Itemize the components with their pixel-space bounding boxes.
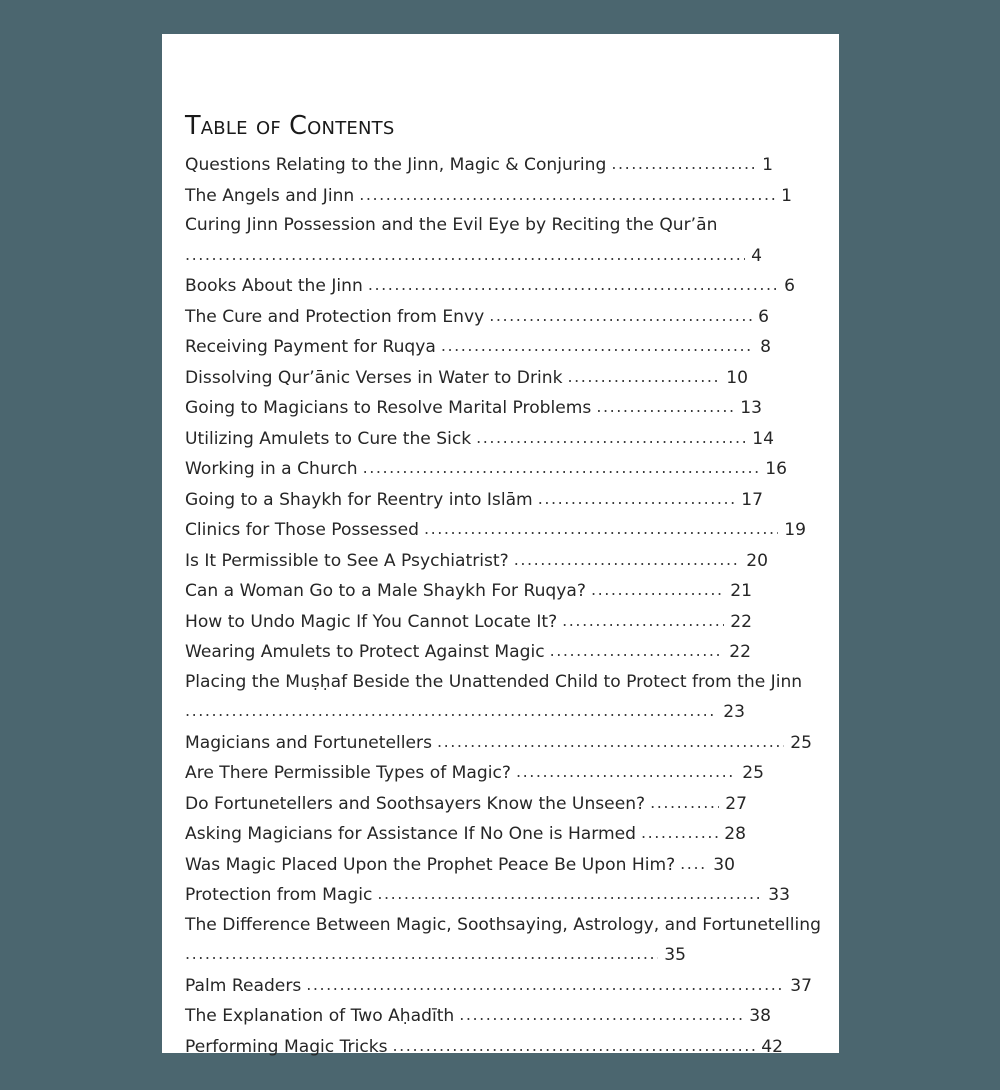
toc-dot-leader [538, 484, 736, 514]
toc-dot-leader [611, 149, 756, 179]
toc-page-number: 13 [740, 398, 762, 419]
toc-entry[interactable] [185, 789, 817, 820]
toc-dot-leader [567, 362, 720, 392]
toc-dot-leader [437, 727, 784, 757]
toc-entry-title: Dissolving Qur’ānic Verses in Water to Drink [185, 367, 563, 388]
toc-entry-title: Wearing Amulets to Protect Against Magic [185, 642, 545, 663]
toc-page-number: 25 [790, 732, 812, 753]
toc-dot-leader [377, 879, 762, 909]
toc-page-number: 23 [723, 702, 745, 723]
toc-entry-title: Clinics for Those Possessed [185, 520, 419, 541]
toc-entry-title: Curing Jinn Possession and the Evil Eye by Reciting the Qur’ān [185, 215, 718, 236]
toc-entry[interactable] [185, 850, 817, 881]
toc-entry[interactable] [185, 911, 821, 971]
toc-entry[interactable] [185, 637, 817, 668]
toc-dot-leader [185, 696, 717, 726]
toc-page-number: 8 [760, 337, 771, 358]
toc-entry-title: Working in a Church [185, 459, 358, 480]
toc-dot-leader [185, 240, 745, 270]
toc-page-number: 27 [725, 793, 747, 814]
toc-entry[interactable] [185, 150, 817, 181]
page-title: Table of Contents [185, 111, 395, 141]
toc-entry-title: Can a Woman Go to a Male Shaykh For Ruqya? [185, 581, 586, 602]
toc-entry[interactable] [185, 211, 817, 271]
toc-entry-title: Receiving Payment for Ruqya [185, 337, 436, 358]
toc-page-number: 20 [746, 550, 768, 571]
toc-page-number: 4 [751, 245, 762, 266]
document-page [162, 34, 839, 1057]
toc-dot-leader [393, 1031, 756, 1061]
toc-entry[interactable] [185, 819, 817, 850]
toc-page-number: 6 [784, 276, 795, 297]
toc-entry[interactable] [185, 971, 817, 1002]
toc-entry[interactable] [185, 454, 817, 485]
toc-page-number: 1 [762, 155, 773, 176]
toc-page-number: 6 [758, 306, 769, 327]
toc-page-number: 14 [752, 428, 774, 449]
toc-page-number: 25 [742, 763, 764, 784]
toc-entry-title: Going to Magicians to Resolve Marital Problems [185, 398, 592, 419]
toc-dot-leader [591, 575, 724, 605]
toc-dot-leader [185, 939, 658, 969]
toc-page-number: 42 [761, 1036, 783, 1057]
toc-entry-title: Books About the Jinn [185, 276, 363, 297]
toc-page-number: 22 [729, 642, 751, 663]
toc-dot-leader [359, 180, 775, 210]
toc-dot-leader [368, 270, 778, 300]
toc-entry-list [185, 150, 821, 1062]
toc-entry[interactable] [185, 485, 817, 516]
toc-page-number: 28 [724, 824, 746, 845]
toc-entry-title: The Cure and Protection from Envy [185, 306, 485, 327]
toc-entry-title: Utilizing Amulets to Cure the Sick [185, 428, 472, 449]
toc-dot-leader [550, 636, 724, 666]
toc-dot-leader [516, 757, 736, 787]
toc-entry[interactable] [185, 1001, 817, 1032]
toc-entry-title: The Angels and Jinn [185, 185, 355, 206]
toc-entry-title: The Difference Between Magic, Soothsaying, Astrology, and Fortunetelling [185, 914, 821, 935]
toc-entry[interactable] [185, 1032, 817, 1063]
toc-entry[interactable] [185, 332, 817, 363]
toc-dot-leader [596, 392, 734, 422]
toc-page-number: 33 [768, 885, 790, 906]
toc-entry-title: Palm Readers [185, 975, 302, 996]
toc-dot-leader [514, 545, 741, 575]
toc-entry-title: Questions Relating to the Jinn, Magic & Conjuring [185, 155, 607, 176]
toc-entry-title: Are There Permissible Types of Magic? [185, 763, 511, 784]
toc-page-number: 37 [790, 975, 812, 996]
toc-dot-leader [641, 818, 718, 848]
toc-entry[interactable] [185, 393, 817, 424]
toc-entry-title: Do Fortunetellers and Soothsayers Know the Unseen? [185, 793, 646, 814]
table-of-contents [185, 111, 821, 1062]
toc-entry[interactable] [185, 515, 817, 546]
toc-entry-title: How to Undo Magic If You Cannot Locate It? [185, 611, 558, 632]
toc-entry[interactable] [185, 363, 817, 394]
toc-entry[interactable] [185, 181, 817, 212]
toc-dot-leader [441, 331, 754, 361]
toc-page-number: 16 [765, 459, 787, 480]
toc-entry-title: Going to a Shaykh for Reentry into Islām [185, 489, 533, 510]
toc-entry[interactable] [185, 758, 817, 789]
toc-entry[interactable] [185, 302, 817, 333]
toc-entry-title: Asking Magicians for Assistance If No One is Harmed [185, 824, 637, 845]
toc-entry[interactable] [185, 607, 817, 638]
toc-dot-leader [562, 606, 724, 636]
toc-page-number: 35 [664, 945, 686, 966]
toc-page-number: 30 [713, 854, 735, 875]
toc-dot-leader [459, 1000, 743, 1030]
toc-entry-title: Magicians and Fortunetellers [185, 732, 432, 753]
toc-entry-title: Placing the Muṣḥaf Beside the Unattended Child to Protect from the Jinn [185, 671, 803, 692]
toc-entry[interactable] [185, 668, 817, 728]
toc-entry[interactable] [185, 271, 817, 302]
toc-entry[interactable] [185, 424, 817, 455]
toc-dot-leader [650, 788, 719, 818]
toc-entry-title: The Explanation of Two Aḥadīth [185, 1006, 455, 1027]
toc-entry-title: Protection from Magic [185, 885, 373, 906]
toc-dot-leader [680, 849, 707, 879]
toc-dot-leader [424, 514, 778, 544]
toc-page-number: 19 [784, 520, 806, 541]
toc-entry-title: Is It Permissible to See A Psychiatrist? [185, 550, 509, 571]
toc-page-number: 10 [726, 367, 748, 388]
toc-page-number: 1 [781, 185, 792, 206]
toc-entry[interactable] [185, 880, 817, 911]
toc-entry[interactable] [185, 728, 817, 759]
toc-page-number: 38 [749, 1006, 771, 1027]
toc-entry[interactable] [185, 576, 817, 607]
toc-page-number: 17 [741, 489, 763, 510]
toc-dot-leader [363, 453, 760, 483]
toc-dot-leader [476, 423, 746, 453]
toc-page-number: 21 [730, 581, 752, 602]
toc-entry-title: Was Magic Placed Upon the Prophet Peace Be Upon Him? [185, 854, 676, 875]
toc-entry[interactable] [185, 546, 817, 577]
toc-entry-title: Performing Magic Tricks [185, 1036, 388, 1057]
toc-page-number: 22 [730, 611, 752, 632]
toc-dot-leader [489, 301, 752, 331]
toc-dot-leader [306, 970, 784, 1000]
